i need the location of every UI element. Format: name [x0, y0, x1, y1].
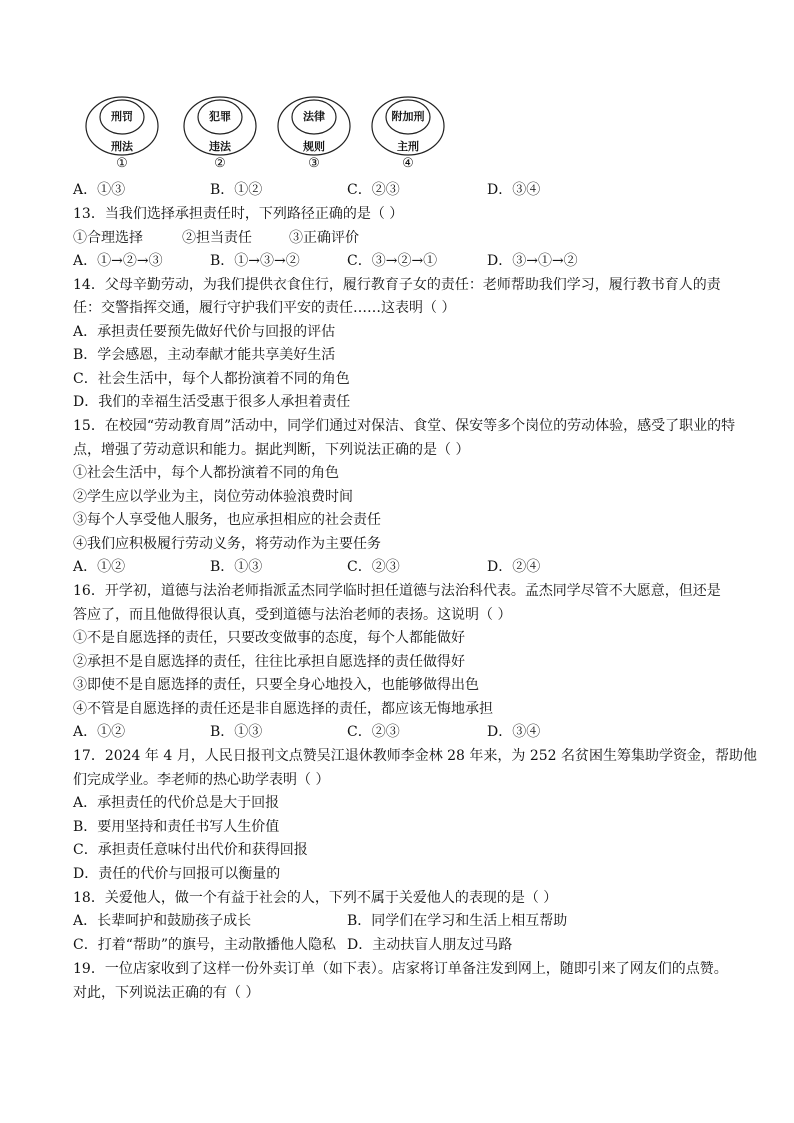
- q16-option-d: D．③④: [487, 724, 541, 740]
- q16-stem-line-1: 16．开学初，道德与法治老师指派孟杰同学临时担任道德与法治科代表。孟杰同学尽管不大愿意，但还是: [73, 583, 721, 599]
- q13-option-c: C．③→②→①: [347, 253, 438, 269]
- q18-stem: 18．关爱他人，做一个有益于社会的人，下列不属于关爱他人的表现的是（ ）: [73, 890, 558, 906]
- q15-item-3: ③每个人享受他人服务，也应承担相应的社会责任: [73, 512, 381, 528]
- q14-option-c: C．社会生活中，每个人都扮演着不同的角色: [73, 371, 350, 387]
- venn-inner-label: 法律: [303, 110, 325, 123]
- q16-option-a: A．①②: [73, 724, 126, 740]
- q15-stem-line-1: 15．在校园“劳动教育周”活动中，同学们通过对保洁、食堂、保安等多个岗位的劳动体验，感受了职业的特: [73, 418, 736, 434]
- venn-outer-label: 主刑: [397, 140, 419, 153]
- q15-item-1: ①社会生活中，每个人都扮演着不同的角色: [73, 465, 339, 481]
- venn-diagram-row: [84, 96, 464, 176]
- q16-item-2: ②承担不是自愿选择的责任，往往比承担自愿选择的责任做得好: [73, 654, 465, 670]
- venn-inner-label: 附加刑: [391, 110, 425, 123]
- q15-item-2: ②学生应以学业为主，岗位劳动体验浪费时间: [73, 489, 353, 505]
- q18-option-a: A．长辈呵护和鼓励孩子成长: [73, 913, 252, 929]
- q15-option-a: A．①②: [73, 559, 126, 575]
- q13-option-a: A．①→②→③: [73, 253, 163, 269]
- q16-option-c: C．②③: [347, 724, 400, 740]
- venn-inner-label: 犯罪: [209, 110, 231, 123]
- venn-diagram-2: [182, 96, 258, 176]
- q13-item-3: ③正确评价: [289, 230, 359, 246]
- q17-stem-line-2: 们完成学业。李老师的热心助学表明（ ）: [73, 772, 330, 788]
- venn-diagram-1: [84, 96, 160, 176]
- q16-option-b: B．①③: [210, 724, 263, 740]
- venn-diagram-4: [370, 96, 446, 176]
- q15-option-c: C．②③: [347, 559, 400, 575]
- q12-option-b: B．①②: [210, 182, 263, 198]
- q17-stem-line-1: 17．2024 年 4 月，人民日报刊文点赞吴江退休教师李金林 28 年来，为 252 名贫困生筹集助学资金，帮助他: [73, 748, 758, 764]
- q12-option-d: D．③④: [487, 182, 541, 198]
- q16-item-1: ①不是自愿选择的责任，只要改变做事的态度，每个人都能做好: [73, 630, 465, 646]
- q17-option-c: C．承担责任意味付出代价和获得回报: [73, 842, 308, 858]
- q15-item-4: ④我们应积极履行劳动义务，将劳动作为主要任务: [73, 536, 381, 552]
- q17-option-a: A．承担责任的代价总是大于回报: [73, 795, 280, 811]
- q15-option-b: B．①③: [210, 559, 263, 575]
- venn-number-label: ④: [402, 156, 414, 171]
- q18-option-d: D．主动扶盲人朋友过马路: [347, 937, 513, 953]
- venn-number-label: ②: [214, 156, 226, 171]
- q13-item-1: ①合理选择: [73, 230, 143, 246]
- q13-option-b: B．①→③→②: [210, 253, 300, 269]
- q19-stem-line-2: 对此，下列说法正确的有（ ）: [73, 985, 260, 1001]
- venn-outer-label: 违法: [209, 140, 231, 153]
- q13-stem: 13．当我们选择承担责任时，下列路径正确的是（ ）: [73, 206, 404, 222]
- q18-option-c: C．打着“帮助”的旗号，主动散播他人隐私: [73, 937, 337, 953]
- q14-option-b: B．学会感恩，主动奉献才能共享美好生活: [73, 347, 336, 363]
- q16-stem-line-2: 答应了，而且他做得很认真，受到道德与法治老师的表扬。这说明（ ）: [73, 607, 512, 623]
- q14-stem-line-1: 14．父母辛勤劳动，为我们提供衣食住行，履行教育子女的责任：老师帮助我们学习，履行教书育人的责: [73, 277, 721, 293]
- q17-option-d: D．责任的代价与回报可以衡量的: [73, 866, 281, 882]
- q17-option-b: B．要用坚持和责任书写人生价值: [73, 819, 280, 835]
- q15-stem-line-2: 点，增强了劳动意识和能力。据此判断，下列说法正确的是（ ）: [73, 442, 470, 458]
- q16-item-3: ③即使不是自愿选择的责任，只要全身心地投入，也能够做得出色: [73, 677, 479, 693]
- q19-stem-line-1: 19．一位店家收到了这样一份外卖订单（如下表）。店家将订单备注发到网上，随即引来了网友们的点赞。: [73, 961, 728, 977]
- q14-stem-line-2: 任：交警指挥交通，履行守护我们平安的责任……这表明（ ）: [73, 300, 456, 316]
- q13-option-d: D．③→①→②: [487, 253, 578, 269]
- venn-diagram-3: [276, 96, 352, 176]
- venn-outer-label: 规则: [303, 140, 325, 153]
- q12-option-a: A．①③: [73, 182, 126, 198]
- venn-number-label: ③: [308, 156, 320, 171]
- q13-item-2: ②担当责任: [182, 230, 252, 246]
- q14-option-d: D．我们的幸福生活受惠于很多人承担着责任: [73, 394, 351, 410]
- q18-option-b: B．同学们在学习和生活上相互帮助: [347, 913, 568, 929]
- venn-outer-label: 刑法: [111, 140, 133, 153]
- venn-inner-label: 刑罚: [111, 110, 133, 123]
- venn-number-label: ①: [116, 156, 128, 171]
- q12-option-c: C．②③: [347, 182, 400, 198]
- q15-option-d: D．②④: [487, 559, 541, 575]
- q16-item-4: ④不管是自愿选择的责任还是非自愿选择的责任，都应该无悔地承担: [73, 701, 493, 717]
- q14-option-a: A．承担责任要预先做好代价与回报的评估: [73, 324, 336, 340]
